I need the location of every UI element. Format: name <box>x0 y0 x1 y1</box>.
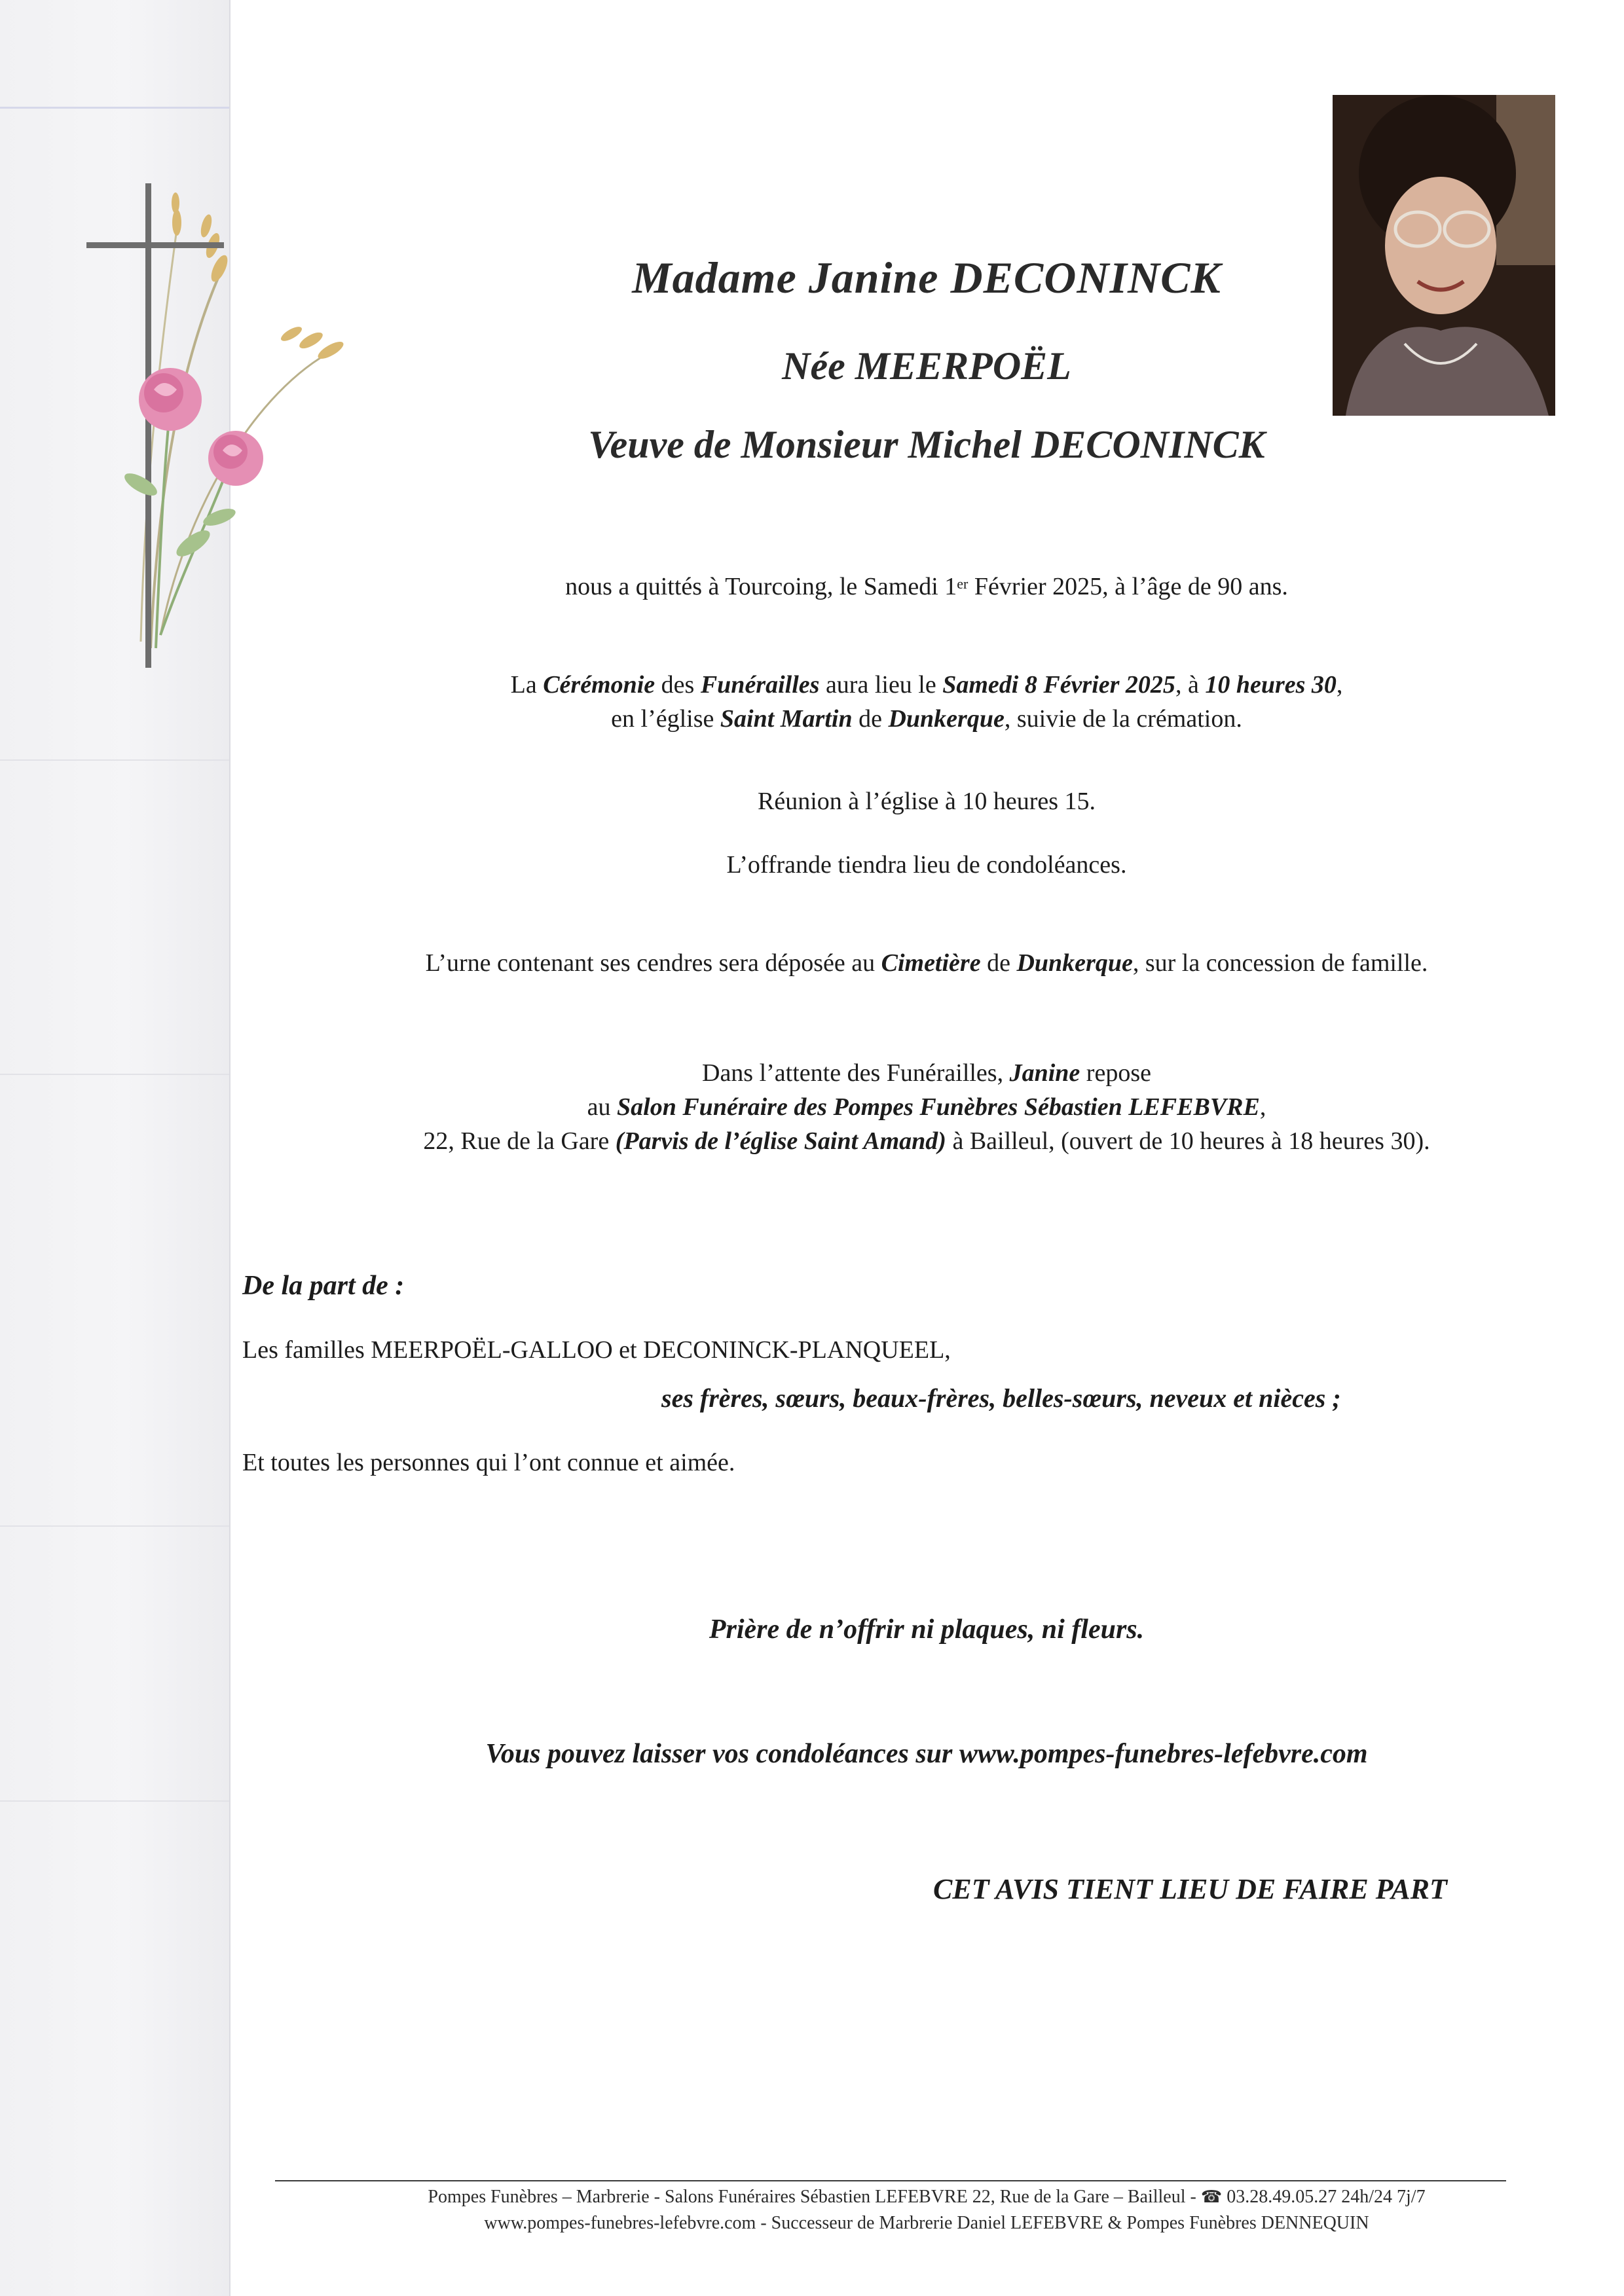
notice-statement: CET AVIS TIENT LIEU DE FAIRE PART <box>933 1873 1447 1905</box>
meeting-time: Réunion à l’église à 10 heures 15. <box>757 788 1096 815</box>
footer-line-1: Pompes Funèbres – Marbrerie - Salons Funéraires Sébastien LEFEBVRE 22, Rue de la Gare – Bailleul - ☎ 03.28.49.05.27 24h/24 7j/7 <box>428 2187 1426 2207</box>
death-announcement: nous a quittés à Tourcoing, le Samedi 1er Février 2025, à l’âge de 90 ans. <box>565 573 1288 600</box>
family-line-3: Et toutes les personnes qui l’ont connue et aimée. <box>242 1449 735 1476</box>
family-line-2: ses frères, sœurs, beaux-frères, belles-sœurs, neveux et nièces ; <box>661 1383 1341 1413</box>
family-heading: De la part de : <box>242 1271 405 1301</box>
widow-of: Veuve de Monsieur Michel DECONINCK <box>588 423 1265 466</box>
footer-rule <box>275 2180 1506 2181</box>
ceremony-line-2: en l’église Saint Martin de Dunkerque, suivie de la crémation. <box>611 705 1242 733</box>
footer-line-2: www.pompes-funebres-lefebvre.com - Successeur de Marbrerie Daniel LEFEBVRE & Pompes Funèbres DENNEQUIN <box>484 2213 1369 2233</box>
maiden-name: Née MEERPOËL <box>782 344 1071 388</box>
top-rule <box>0 107 229 109</box>
family-line-1: Les familles MEERPOËL-GALLOO et DECONINCK-PLANQUEEL, <box>242 1336 951 1364</box>
rest-line-3: 22, Rue de la Gare (Parvis de l’église Saint Amand) à Bailleul, (ouvert de 10 heures à 18 heures 30). <box>423 1127 1430 1155</box>
rest-line-1: Dans l’attente des Funérailles, Janine repose <box>702 1059 1151 1087</box>
rest-line-2: au Salon Funéraire des Pompes Funèbres Sébastien LEFEBVRE, <box>587 1093 1266 1121</box>
deceased-name: Madame Janine DECONINCK <box>632 253 1221 302</box>
ceremony-line-1: La Cérémonie des Funérailles aura lieu le Samedi 8 Février 2025, à 10 heures 30, <box>510 671 1343 699</box>
telephone-icon: ☎ <box>1200 2187 1223 2207</box>
no-flowers-request: Prière de n’offrir ni plaques, ni fleurs. <box>709 1614 1145 1645</box>
offering-note: L’offrande tiendra lieu de condoléances. <box>726 851 1127 879</box>
condolences-note: Vous pouvez laisser vos condoléances sur www.pompes-funebres-lefebvre.com <box>485 1739 1368 1769</box>
urn-note: L’urne contenant ses cendres sera déposée au Cimetière de Dunkerque, sur la concession de famille. <box>425 949 1428 977</box>
